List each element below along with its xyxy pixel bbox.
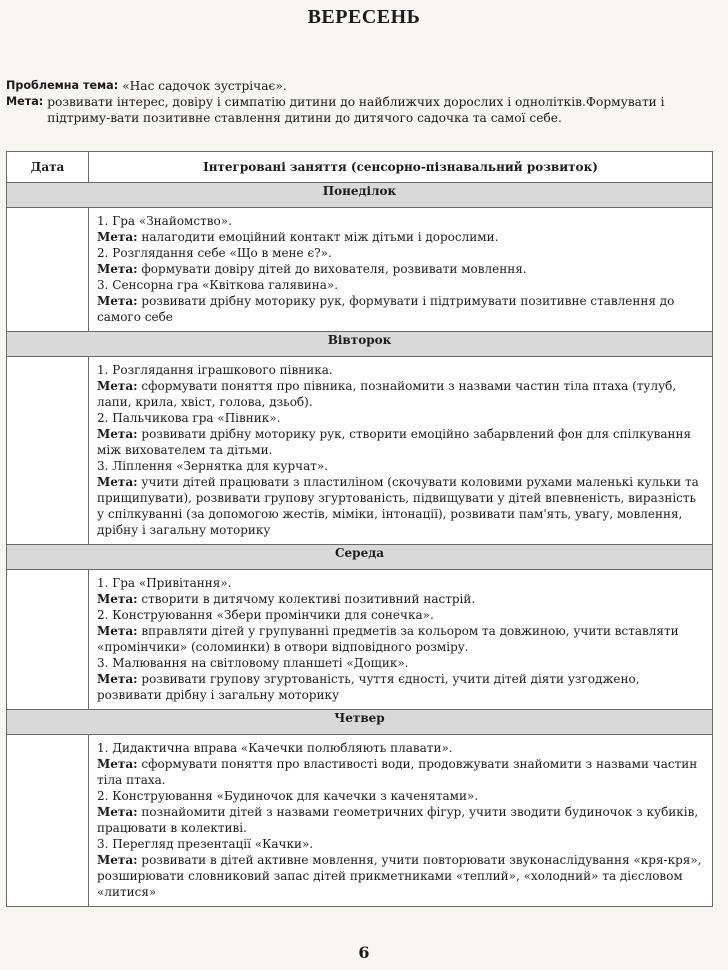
- goal-label: Мета:: [97, 475, 138, 489]
- date-cell: [7, 357, 89, 545]
- activity-line: [97, 362, 702, 378]
- day-name: Вівторок: [7, 332, 713, 357]
- line-text: 3. Малювання на світловому планшеті «Дощик».: [97, 656, 409, 670]
- line-text: 2. Конструювання «Будиночок для качечки з каченятами».: [97, 789, 479, 803]
- day-name: Середа: [7, 545, 713, 570]
- topic-label: Проблемна тема:: [6, 79, 119, 92]
- goal-label: Мета:: [97, 853, 138, 867]
- table-body: [7, 183, 713, 907]
- activity-line: [97, 410, 702, 426]
- goal-label: Мета:: [97, 379, 138, 393]
- day-name: Четвер: [7, 710, 713, 735]
- goal-line: [97, 591, 702, 607]
- day-content-row: [7, 570, 713, 710]
- line-text: учити дітей працювати з пластиліном (скочувати коловими рухами маленькі кульки та прищипувати), розвивати групову згуртованість, підвищувати у дітей впевненість, виразність у спілкуванні (за допомогою жестів, міміки, інтонації), розвивати пам'ять, увагу, мовлення, дрібну і загальну моторику: [97, 475, 699, 537]
- day-header-row: [7, 710, 713, 735]
- day-header-row: [7, 545, 713, 570]
- line-text: розвивати в дітей активне мовлення, учити повторювати звуконаслідування «кря-кря», розширювати словниковий запас дітей прикметниками «теплий», «холодний» та дієсловом «литися»: [97, 853, 702, 899]
- line-text: розвивати дрібну моторику рук, формувати і підтримувати позитивне ставлення до самого себе: [97, 294, 675, 324]
- line-text: 2. Конструювання «Збери промінчики для сонечка».: [97, 608, 434, 622]
- line-text: вправляти дітей у групуванні предметів за кольором та довжиною, учити вставляти «промінчики» (соломинки) в отвори відповідного розміру.: [97, 624, 679, 654]
- line-text: розвивати групову згуртованість, чуття єдності, учити дітей діяти узгоджено, розвивати дрібну і загальну моторику: [97, 672, 640, 702]
- goal-row: [6, 94, 718, 126]
- line-text: 1. Дидактична вправа «Качечки полюбляють плавати».: [97, 741, 453, 755]
- goal-label: Мета:: [97, 624, 138, 638]
- header-lessons: Інтегровані заняття (сенсорно-пізнавальний розвиток): [89, 152, 713, 183]
- goal-line: [97, 378, 702, 410]
- goal-label: Мета:: [97, 294, 138, 308]
- date-cell: [7, 735, 89, 907]
- activity-line: [97, 245, 702, 261]
- goal-line: [97, 623, 702, 655]
- goal-line: [97, 852, 702, 900]
- day-header-row: [7, 332, 713, 357]
- line-text: сформувати поняття про півника, познайомити з назвами частин тіла птаха (тулуб, лапи, крила, хвіст, голова, дзьоб).: [97, 379, 677, 409]
- line-text: 3. Перегляд презентації «Качки».: [97, 837, 314, 851]
- activity-line: [97, 575, 702, 591]
- line-text: 1. Гра «Привітання».: [97, 576, 232, 590]
- intro-block: [6, 78, 718, 126]
- line-text: 3. Сенсорна гра «Квіткова галявина».: [97, 278, 339, 292]
- lessons-cell: [89, 570, 713, 710]
- line-text: 1. Розглядання іграшкового півника.: [97, 363, 333, 377]
- page-number: 6: [358, 943, 370, 962]
- line-text: познайомити дітей з назвами геометричних фігур, учити зводити будиночок з кубиків, працювати в колективі.: [97, 805, 699, 835]
- activity-line: [97, 213, 702, 229]
- goal-line: [97, 261, 702, 277]
- line-text: 3. Ліплення «Зернятка для курчат».: [97, 459, 329, 473]
- topic-text: «Нас садочок зустрічає».: [122, 79, 287, 93]
- goal-label: Мета:: [97, 230, 138, 244]
- goal-line: [97, 474, 702, 538]
- goal-label: Мета:: [97, 262, 138, 276]
- goal-label: Мета:: [97, 757, 138, 771]
- goal-line: [97, 426, 702, 458]
- line-text: створити в дитячому колективі позитивний настрій.: [141, 592, 476, 606]
- line-text: 2. Пальчикова гра «Півник».: [97, 411, 281, 425]
- goal-text: розвивати інтерес, довіру і симпатію дитини до найближчих дорослих і однолітків.Формувати і підтриму-вати позитивне ставлення дитини до дитячого садочка та самої себе.: [47, 95, 665, 125]
- line-text: 1. Гра «Знайомство».: [97, 214, 232, 228]
- activity-line: [97, 740, 702, 756]
- day-content-row: [7, 357, 713, 545]
- topic-row: [6, 78, 718, 94]
- line-text: формувати довіру дітей до вихователя, розвивати мовлення.: [141, 262, 527, 276]
- line-text: сформувати поняття про властивості води, продовжувати знайомити з назвами частин тіла птаха.: [97, 757, 698, 787]
- activity-line: [97, 788, 702, 804]
- goal-line: [97, 229, 702, 245]
- goal-line: [97, 756, 702, 788]
- goal-line: [97, 671, 702, 703]
- goal-line: [97, 293, 702, 325]
- line-text: налагодити емоційний контакт між дітьми і дорослими.: [141, 230, 499, 244]
- lessons-cell: [89, 735, 713, 907]
- table-header-row: [7, 152, 713, 183]
- activity-line: [97, 607, 702, 623]
- goal-label: Мета:: [6, 95, 44, 108]
- date-cell: [7, 208, 89, 332]
- line-text: розвивати дрібну моторику рук, створити емоційно забарвлений фон для спілкування між вихователем та дітьми.: [97, 427, 692, 457]
- day-name: Понеділок: [7, 183, 713, 208]
- activity-line: [97, 277, 702, 293]
- goal-label: Мета:: [97, 427, 138, 441]
- goal-label: Мета:: [97, 805, 138, 819]
- goal-label: Мета:: [97, 672, 138, 686]
- goal-line: [97, 804, 702, 836]
- day-content-row: [7, 735, 713, 907]
- activity-line: [97, 836, 702, 852]
- lesson-plan-table: [6, 151, 713, 907]
- header-date: Дата: [7, 152, 89, 183]
- lessons-cell: [89, 208, 713, 332]
- date-cell: [7, 570, 89, 710]
- activity-line: [97, 458, 702, 474]
- line-text: 2. Розглядання себе «Що в мене є?».: [97, 246, 332, 260]
- activity-line: [97, 655, 702, 671]
- page-title: ВЕРЕСЕНЬ: [307, 6, 421, 28]
- day-header-row: [7, 183, 713, 208]
- day-content-row: [7, 208, 713, 332]
- lessons-cell: [89, 357, 713, 545]
- goal-label: Мета:: [97, 592, 138, 606]
